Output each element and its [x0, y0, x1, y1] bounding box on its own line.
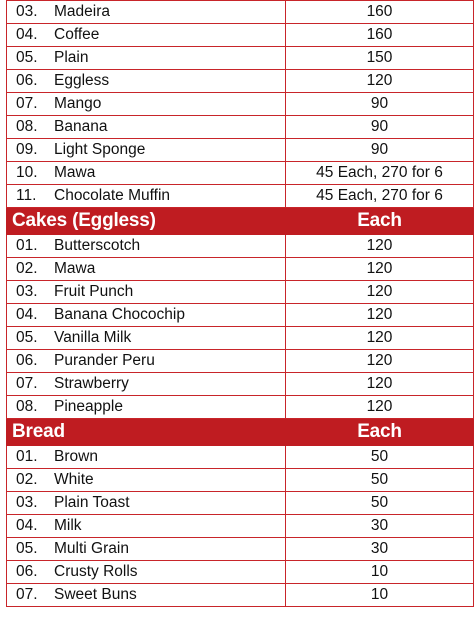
table-row: [7, 1, 474, 24]
table-row: [7, 24, 474, 47]
item-name-cell: [7, 538, 286, 561]
item-name: Crusty Rolls: [54, 563, 138, 580]
item-number: 01.: [16, 448, 38, 465]
item-price: 120: [286, 258, 474, 281]
item-name: Butterscotch: [54, 237, 141, 254]
item-name: Madeira: [54, 3, 110, 20]
item-price: 45 Each, 270 for 6: [286, 162, 474, 185]
item-name-cell: [7, 93, 286, 116]
item-number: 10.: [16, 164, 38, 181]
item-name-cell: [7, 469, 286, 492]
table-row: [7, 469, 474, 492]
section-price-header: Each: [286, 419, 474, 446]
item-name: Plain Toast: [54, 494, 130, 511]
item-price: 45 Each, 270 for 6: [286, 185, 474, 208]
item-price: 150: [286, 47, 474, 70]
item-name: Sweet Buns: [54, 586, 137, 603]
item-number: 11.: [16, 187, 37, 204]
table-row: [7, 116, 474, 139]
item-number: 02.: [16, 471, 38, 488]
item-name: Milk: [54, 517, 82, 534]
item-name-cell: [7, 327, 286, 350]
item-name-cell: [7, 350, 286, 373]
item-name: Strawberry: [54, 375, 129, 392]
item-name: White: [54, 471, 94, 488]
item-name: Purander Peru: [54, 352, 155, 369]
section-header-cakes-eggless: [7, 208, 474, 235]
table-row: [7, 139, 474, 162]
item-name: Multi Grain: [54, 540, 129, 557]
item-price: 120: [286, 235, 474, 258]
table-row: [7, 584, 474, 607]
table-row: [7, 258, 474, 281]
section-header-bread: [7, 419, 474, 446]
item-name-cell: [7, 70, 286, 93]
table-row: [7, 185, 474, 208]
section-title: Cakes (Eggless): [7, 208, 286, 235]
item-name-cell: [7, 373, 286, 396]
item-price: 120: [286, 281, 474, 304]
item-name: Light Sponge: [54, 141, 146, 158]
item-name: Chocolate Muffin: [54, 187, 171, 204]
item-number: 06.: [16, 72, 38, 89]
item-price: 120: [286, 350, 474, 373]
item-name-cell: [7, 47, 286, 70]
item-number: 01.: [16, 237, 38, 254]
item-name-cell: [7, 515, 286, 538]
item-name: Fruit Punch: [54, 283, 134, 300]
item-number: 07.: [16, 375, 38, 392]
item-price: 120: [286, 304, 474, 327]
item-name-cell: [7, 396, 286, 419]
item-number: 07.: [16, 95, 38, 112]
item-number: 04.: [16, 306, 38, 323]
item-name-cell: [7, 258, 286, 281]
table-row: [7, 492, 474, 515]
price-table: [6, 0, 474, 607]
item-name: Plain: [54, 49, 89, 66]
item-price: 30: [286, 515, 474, 538]
item-price: 50: [286, 446, 474, 469]
table-row: [7, 327, 474, 350]
item-number: 03.: [16, 3, 38, 20]
item-number: 07.: [16, 586, 38, 603]
item-name-cell: [7, 185, 286, 208]
item-name: Brown: [54, 448, 98, 465]
item-name: Banana: [54, 118, 108, 135]
item-number: 03.: [16, 283, 38, 300]
item-number: 02.: [16, 260, 38, 277]
item-price: 120: [286, 70, 474, 93]
item-number: 09.: [16, 141, 38, 158]
item-number: 05.: [16, 540, 38, 557]
item-price: 120: [286, 396, 474, 419]
item-number: 05.: [16, 49, 38, 66]
table-row: [7, 538, 474, 561]
item-name-cell: [7, 1, 286, 24]
item-name-cell: [7, 584, 286, 607]
item-number: 05.: [16, 329, 38, 346]
item-number: 08.: [16, 118, 38, 135]
item-name-cell: [7, 446, 286, 469]
table-row: [7, 162, 474, 185]
item-price: 50: [286, 469, 474, 492]
item-name-cell: [7, 281, 286, 304]
table-row: [7, 396, 474, 419]
item-number: 08.: [16, 398, 38, 415]
table-row: [7, 446, 474, 469]
table-row: [7, 281, 474, 304]
item-name: Eggless: [54, 72, 110, 89]
item-price: 10: [286, 584, 474, 607]
item-price: 90: [286, 93, 474, 116]
table-row: [7, 350, 474, 373]
item-price: 90: [286, 139, 474, 162]
item-number: 06.: [16, 352, 38, 369]
item-name-cell: [7, 24, 286, 47]
item-price: 10: [286, 561, 474, 584]
item-name-cell: [7, 492, 286, 515]
item-price: 50: [286, 492, 474, 515]
item-number: 04.: [16, 517, 38, 534]
section-price-header: Each: [286, 208, 474, 235]
table-row: [7, 235, 474, 258]
item-price: 120: [286, 327, 474, 350]
table-row: [7, 304, 474, 327]
item-price: 160: [286, 24, 474, 47]
table-row: [7, 373, 474, 396]
item-name-cell: [7, 139, 286, 162]
item-price: 30: [286, 538, 474, 561]
item-name: Coffee: [54, 26, 100, 43]
item-name-cell: [7, 235, 286, 258]
item-name-cell: [7, 116, 286, 139]
item-price: 90: [286, 116, 474, 139]
table-row: [7, 93, 474, 116]
item-name-cell: [7, 561, 286, 584]
item-name: Mango: [54, 95, 102, 112]
item-number: 04.: [16, 26, 38, 43]
item-price: 120: [286, 373, 474, 396]
item-name-cell: [7, 162, 286, 185]
item-price: 160: [286, 1, 474, 24]
table-row: [7, 515, 474, 538]
price-table-body: [7, 1, 474, 607]
table-row: [7, 561, 474, 584]
item-name: Vanilla Milk: [54, 329, 132, 346]
item-name: Pineapple: [54, 398, 123, 415]
item-name-cell: [7, 304, 286, 327]
table-row: [7, 47, 474, 70]
item-name: Mawa: [54, 260, 96, 277]
item-number: 06.: [16, 563, 38, 580]
item-name: Mawa: [54, 164, 96, 181]
item-name: Banana Chocochip: [54, 306, 185, 323]
item-number: 03.: [16, 494, 38, 511]
section-title: Bread: [7, 419, 286, 446]
table-row: [7, 70, 474, 93]
